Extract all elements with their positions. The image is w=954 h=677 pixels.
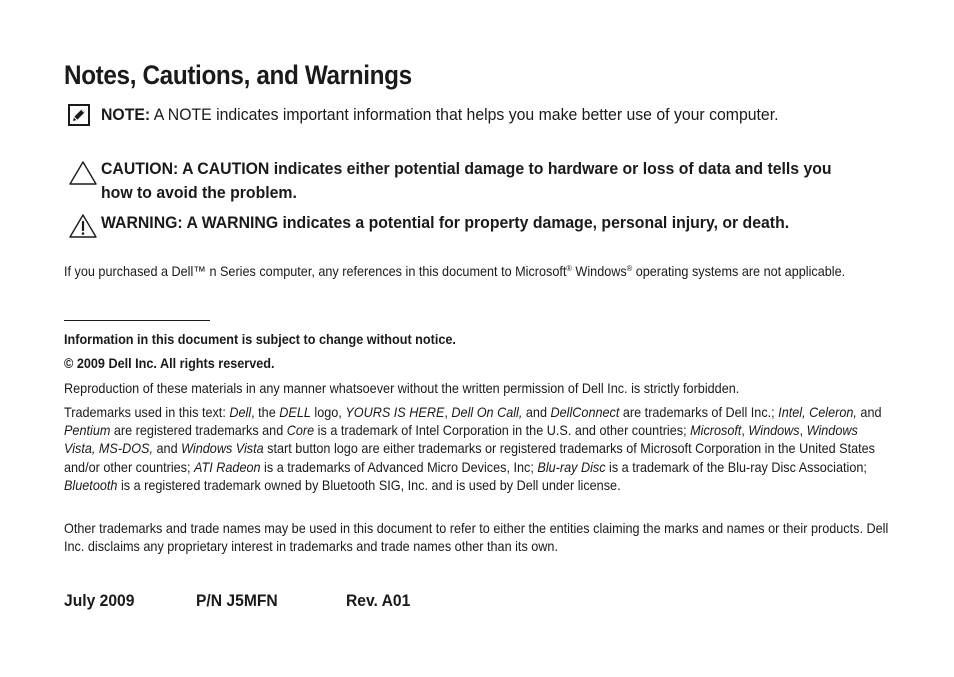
tm-text: are trademarks of Dell Inc.; bbox=[619, 405, 779, 420]
tm-text: are registered trademarks and bbox=[110, 423, 287, 439]
warning-text: WARNING: A WARNING indicates a potential for property damage, personal injury, or death. bbox=[101, 213, 790, 232]
tm-italic: Blu-ray Disc bbox=[537, 459, 606, 475]
caution-triangle-icon bbox=[68, 160, 98, 186]
n-series-text-1: If you purchased a Dell™ n Series computer, any references in this document to Microsoft bbox=[64, 264, 567, 279]
tm-italic: Bluetooth bbox=[64, 477, 118, 493]
reproduction-notice bbox=[64, 380, 894, 398]
other-trademarks-paragraph bbox=[64, 520, 894, 556]
tm-text: , the bbox=[251, 405, 280, 420]
tm-italic: Dell On Call, bbox=[451, 405, 523, 420]
note-notice bbox=[101, 103, 861, 127]
page-title: Notes, Cautions, and Warnings bbox=[64, 60, 412, 90]
tm-text: , bbox=[799, 423, 807, 439]
tm-text: logo, bbox=[310, 405, 346, 420]
note-text: A NOTE indicates important information that helps you make better use of your computer. bbox=[150, 105, 779, 124]
tm-text: is a trademark of the Blu-ray Disc Association; bbox=[605, 459, 867, 475]
tm-text: and bbox=[856, 405, 882, 420]
trademarks-paragraph bbox=[64, 404, 894, 495]
tm-text: and bbox=[522, 405, 551, 420]
change-notice bbox=[64, 331, 894, 349]
tm-text: is a trademarks of Advanced Micro Devices, Inc; bbox=[260, 459, 538, 475]
tm-text: start button logo are either trademarks or registered trademarks of Microsoft Corporation in the United States and/or other countries; bbox=[64, 441, 876, 475]
note-pencil-icon bbox=[68, 104, 90, 126]
tm-text: Trademarks used in this text: bbox=[64, 405, 230, 420]
tm-italic: Windows Vista bbox=[181, 441, 264, 457]
n-series-text-2: Windows bbox=[571, 264, 627, 279]
caution-text: CAUTION: A CAUTION indicates either potential damage to hardware or loss of data and tells you how to avoid the problem. bbox=[101, 159, 832, 202]
copyright bbox=[64, 355, 894, 373]
tm-italic: DellConnect bbox=[550, 405, 620, 420]
tm-italic: Microsoft bbox=[690, 423, 742, 439]
tm-italic: Core bbox=[286, 423, 315, 439]
note-label: NOTE: bbox=[101, 105, 151, 124]
registered-mark-1: ® bbox=[566, 264, 572, 273]
tm-italic: Windows Vista, MS-DOS, bbox=[64, 423, 858, 457]
warning-notice bbox=[101, 211, 861, 235]
copyright-text: © 2009 Dell Inc. All rights reserved. bbox=[64, 356, 275, 371]
tm-text: , bbox=[741, 423, 749, 439]
tm-text: is a registered trademark owned by Bluetooth SIG, Inc. and is used by Dell under license. bbox=[117, 477, 621, 493]
caution-notice bbox=[101, 157, 861, 205]
change-notice-text: Information in this document is subject to change without notice. bbox=[64, 332, 456, 347]
footer-revision: Rev. A01 bbox=[346, 591, 411, 610]
tm-italic: YOURS IS HERE bbox=[345, 405, 445, 420]
registered-mark-2: ® bbox=[626, 264, 633, 273]
n-series-text-3: operating systems are not applicable. bbox=[632, 264, 846, 279]
footer-date: July 2009 bbox=[64, 591, 135, 610]
tm-italic: ATI Radeon bbox=[194, 459, 261, 475]
tm-text: and bbox=[152, 441, 182, 457]
reproduction-text: Reproduction of these materials in any manner whatsoever without the written permission of Dell Inc. is strictly forbidden. bbox=[64, 381, 740, 396]
tm-italic: Windows bbox=[748, 423, 800, 439]
warning-triangle-icon bbox=[68, 213, 98, 239]
tm-italic: Dell bbox=[229, 405, 252, 420]
tm-italic: DELL bbox=[279, 405, 311, 420]
tm-italic: Intel, Celeron, bbox=[778, 405, 857, 420]
n-series-paragraph bbox=[64, 263, 894, 281]
tm-text: , bbox=[444, 405, 452, 420]
section-divider bbox=[64, 320, 210, 321]
other-trademarks-text: Other trademarks and trade names may be used in this document to refer to either the entities claiming the marks and names or their products. Dell Inc. disclaims any proprietary interest in trademarks and trade names other than its own. bbox=[64, 521, 889, 555]
footer-part-number: P/N J5MFN bbox=[196, 591, 278, 610]
tm-text: is a trademark of Intel Corporation in the U.S. and other countries; bbox=[314, 423, 691, 439]
tm-italic: Pentium bbox=[64, 423, 111, 439]
